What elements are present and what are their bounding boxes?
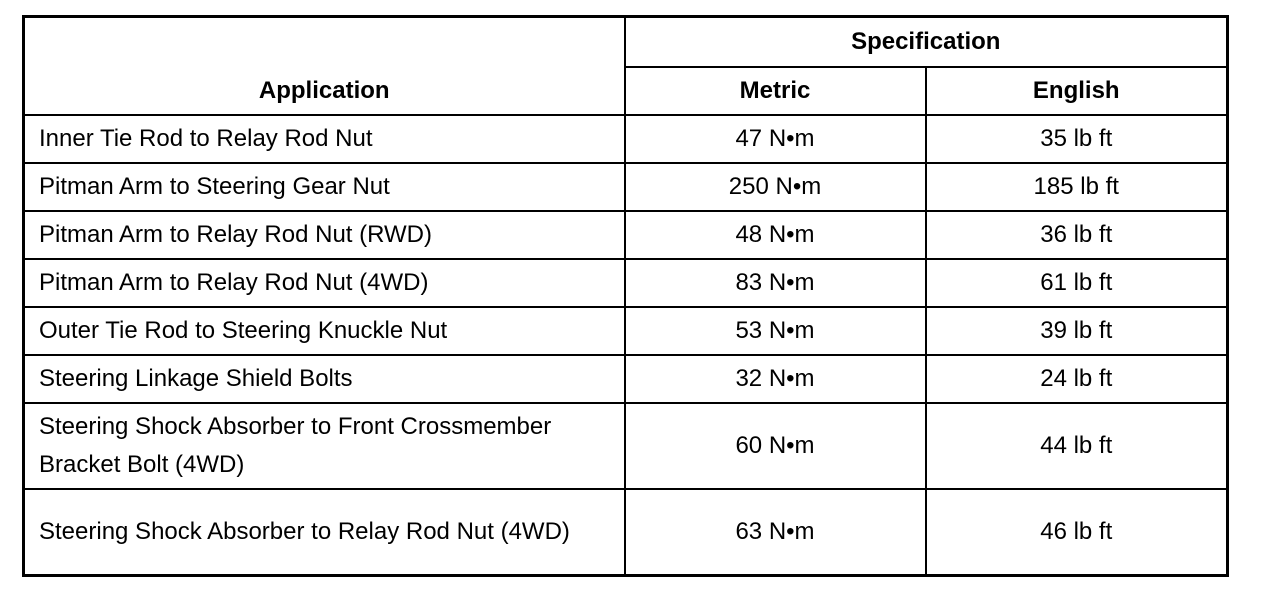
english-cell: 61 lb ft	[926, 259, 1228, 307]
column-header-application: Application	[24, 17, 625, 116]
application-cell: Steering Shock Absorber to Front Crossmember Bracket Bolt (4WD)	[24, 403, 625, 489]
table-row	[24, 259, 1228, 307]
metric-cell: 60 N•m	[625, 403, 926, 489]
metric-cell: 53 N•m	[625, 307, 926, 355]
english-cell: 185 lb ft	[926, 163, 1228, 211]
application-cell: Steering Shock Absorber to Relay Rod Nut (4WD)	[24, 489, 625, 576]
column-header-english: English	[926, 67, 1228, 115]
english-cell: 24 lb ft	[926, 355, 1228, 403]
metric-cell: 250 N•m	[625, 163, 926, 211]
metric-cell: 48 N•m	[625, 211, 926, 259]
table-row	[24, 115, 1228, 163]
table-row	[24, 355, 1228, 403]
application-cell: Inner Tie Rod to Relay Rod Nut	[24, 115, 625, 163]
english-cell: 39 lb ft	[926, 307, 1228, 355]
application-cell: Pitman Arm to Relay Rod Nut (RWD)	[24, 211, 625, 259]
table-row	[24, 403, 1228, 489]
metric-cell: 63 N•m	[625, 489, 926, 576]
table-row	[24, 211, 1228, 259]
metric-cell: 32 N•m	[625, 355, 926, 403]
torque-specification-table	[22, 15, 1229, 577]
column-header-metric: Metric	[625, 67, 926, 115]
english-cell: 44 lb ft	[926, 403, 1228, 489]
table-row	[24, 489, 1228, 576]
english-cell: 46 lb ft	[926, 489, 1228, 576]
metric-cell: 83 N•m	[625, 259, 926, 307]
application-cell: Outer Tie Rod to Steering Knuckle Nut	[24, 307, 625, 355]
table-row	[24, 307, 1228, 355]
metric-cell: 47 N•m	[625, 115, 926, 163]
column-header-specification: Specification	[625, 17, 1228, 68]
english-cell: 35 lb ft	[926, 115, 1228, 163]
english-cell: 36 lb ft	[926, 211, 1228, 259]
application-cell: Pitman Arm to Relay Rod Nut (4WD)	[24, 259, 625, 307]
table-header-row	[24, 17, 1228, 68]
application-cell: Steering Linkage Shield Bolts	[24, 355, 625, 403]
application-cell: Pitman Arm to Steering Gear Nut	[24, 163, 625, 211]
table-row	[24, 163, 1228, 211]
